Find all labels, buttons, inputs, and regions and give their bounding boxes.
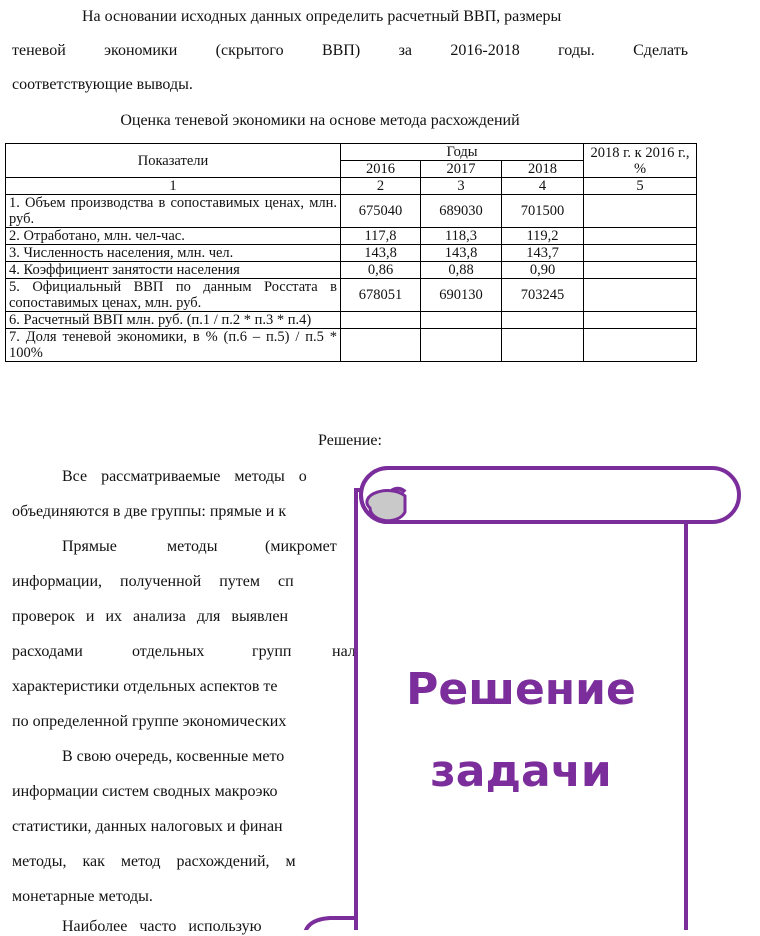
scroll-top-roll	[361, 468, 739, 522]
col-number-3: 3	[421, 178, 502, 195]
row-label: 4. Коэффициент занятости населения	[6, 262, 341, 279]
cell-2017: 689030	[421, 195, 502, 228]
cell-2016: 678051	[341, 279, 421, 312]
cell-2016: 117,8	[341, 228, 421, 245]
col-number-4: 4	[502, 178, 584, 195]
body-line-9: В свою очередь, косвенные мето	[62, 748, 285, 765]
col-number-2: 2	[341, 178, 421, 195]
cell-2016: 675040	[341, 195, 421, 228]
intro-line-1: На основании исходных данных определить расчетный ВВП, размеры	[82, 8, 562, 25]
cell-2018: 0,90	[502, 262, 584, 279]
body-line-14: Наиболее часто использую	[62, 918, 262, 935]
row-label: 1. Объем производства в сопоставимых ценах, млн. руб.	[6, 195, 341, 228]
body-line-4: информации, полученной путем сп	[12, 573, 294, 590]
table-caption: Оценка теневой экономики на основе метода расхождений	[120, 112, 520, 129]
header-ratio: 2018 г. к 2016 г., %	[584, 144, 697, 178]
cell-2016: 0,86	[341, 262, 421, 279]
row-label: 3. Численность населения, млн. чел.	[6, 245, 341, 262]
intro-line-2: теневой экономики (скрытого ВВП) за 2016-2018 годы. Сделать	[12, 42, 688, 59]
solution-heading: Решение:	[318, 432, 382, 449]
body-line-13: монетарные методы.	[12, 888, 153, 905]
cell-2017: 143,8	[421, 245, 502, 262]
body-line-7: характеристики отдельных аспектов те	[12, 678, 278, 695]
body-line-5: проверок и их анализа для выявлен	[12, 608, 289, 625]
header-2018: 2018	[502, 161, 584, 178]
scroll-title-line-1: Решение	[406, 664, 636, 715]
body-line-11: статистики, данных налоговых и финан	[12, 818, 283, 835]
scroll-bottom-curl	[304, 918, 360, 930]
header-2017: 2017	[421, 161, 502, 178]
cell-2018: 701500	[502, 195, 584, 228]
cell-2018: 143,7	[502, 245, 584, 262]
intro-line-3: соответствующие выводы.	[12, 76, 193, 93]
scroll-title-line-2: задачи	[430, 746, 612, 797]
body-line-2: объединяются в две группы: прямые и к	[12, 503, 287, 520]
document-page: На основании исходных данных определить расчетный ВВП, размеры теневой экономики (скрытого ВВП) за 2016-2018 годы. Сделать соответствующие выводы. Оценка теневой экономики на основе метода расхождений Показатели Годы 2018 г. к 2016 г., % 2016 2017 2018 1 2 3 4 5 1. Объем производства в сопоставимых ценах, млн. руб. 675040 689030 701500 2. Отработано, млн. чел-час. 117,8 118,3 119,2 3. Численность населения, млн. чел. 143,8 143,8 143,7 4. Коэффициент занятости населения 0,86 0,88 0,90 5. Официальный ВВП по данным Росстата в сопоставимых ценах, млн. руб. 678051 690130 703245 6. Расчетный ВВП млн. руб. (п.1 / п.2 * п.3 * п.4) 7. Доля теневой экономики, в % (п.6 – п.5) / п.5 * 100% Решение: Все рассматриваемые методы о объединяются в две группы: прямые и к Прямые методы (микромет информации, полученной путем сп проверок и их анализа для выявлен расходами отдельных групп нал характеристики отдельных аспектов те по определенной группе экономических В свою очередь, косвенные мето информации систем сводных макроэко статистики, данных налоговых и финан методы, как метод расхождений, м монетарные методы. Наиболее часто использую Решение задачи	[0, 0, 760, 930]
row-label: 6. Расчетный ВВП млн. руб. (п.1 / п.2 * п.3 * п.4)	[6, 312, 341, 329]
body-line-12: методы, как метод расхождений, м	[12, 853, 296, 870]
cell-2017: 690130	[421, 279, 502, 312]
body-line-10: информации систем сводных макроэко	[12, 783, 278, 800]
body-line-1: Все рассматриваемые методы о	[62, 468, 307, 485]
row-label: 7. Доля теневой экономики, в % (п.6 – п.5) / п.5 * 100%	[6, 329, 341, 362]
cell-2018: 119,2	[502, 228, 584, 245]
cell-2017: 0,88	[421, 262, 502, 279]
col-number-5: 5	[584, 178, 697, 195]
header-years: Годы	[341, 144, 584, 161]
cell-2017: 118,3	[421, 228, 502, 245]
header-2016: 2016	[341, 161, 421, 178]
header-indicators: Показатели	[6, 144, 341, 178]
col-number-1: 1	[6, 178, 341, 195]
cell-2016: 143,8	[341, 245, 421, 262]
body-line-8: по определенной группе экономических	[12, 713, 287, 730]
cell-2018: 703245	[502, 279, 584, 312]
row-label: 5. Официальный ВВП по данным Росстата в сопоставимых ценах, млн. руб.	[6, 279, 341, 312]
row-label: 2. Отработано, млн. чел-час.	[6, 228, 341, 245]
scroll-roll-shadow	[367, 491, 405, 521]
